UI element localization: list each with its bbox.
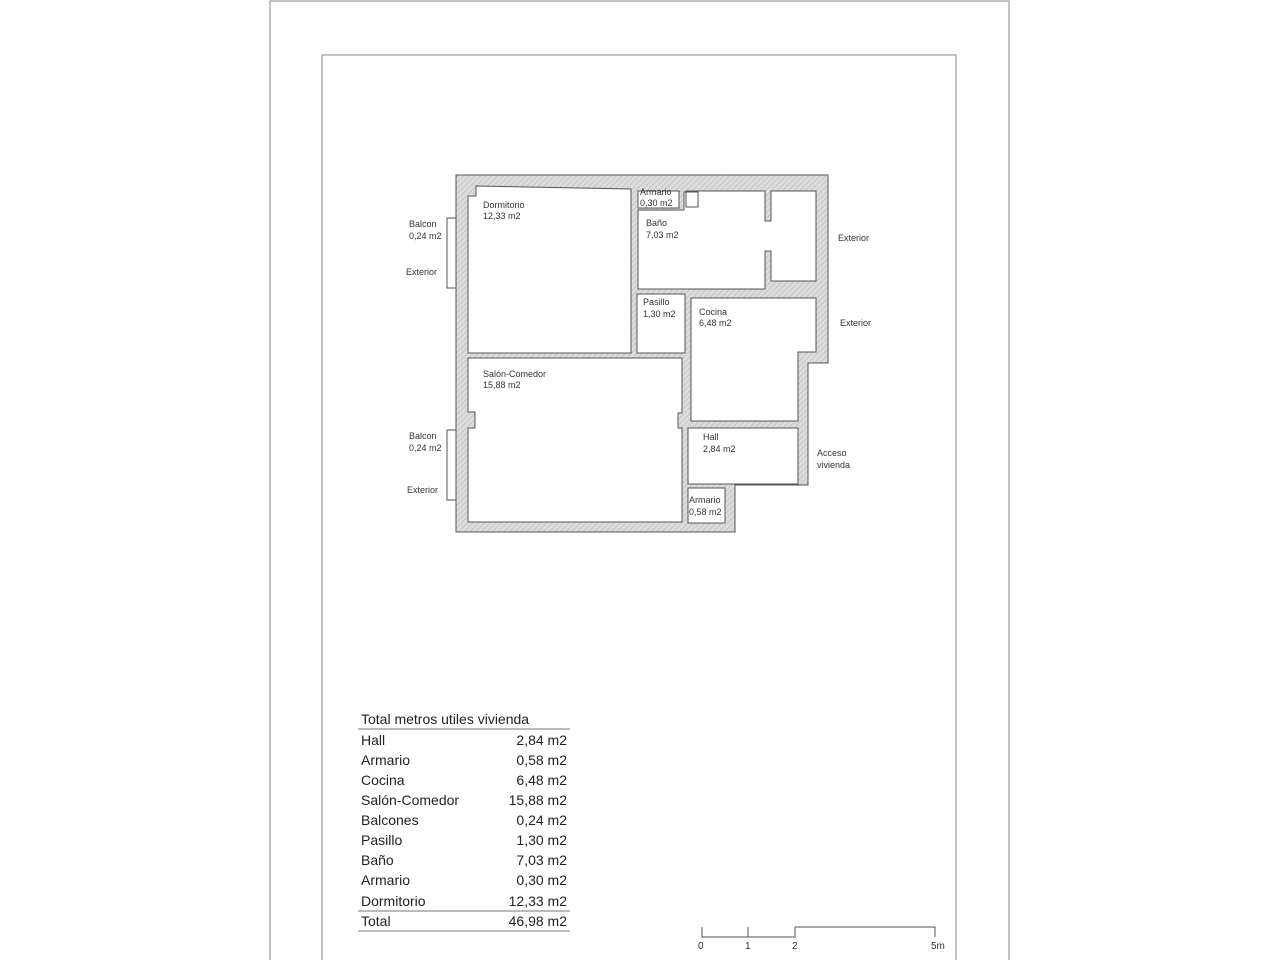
label-cocina-name: Cocina [699, 307, 728, 317]
summary-row-value: 0,58 m2 [516, 752, 567, 768]
label-bano-name: Baño [646, 218, 668, 228]
summary-row-name: Cocina [361, 772, 405, 788]
summary-total-value: 46,98 m2 [508, 913, 567, 929]
summary-row-value: 0,30 m2 [516, 872, 567, 888]
summary-row-name: Hall [361, 732, 386, 748]
balcony-top [447, 218, 456, 288]
label-exterior-left-bottom: Exterior [407, 485, 439, 495]
scale-bar-line [702, 927, 935, 937]
label-salon-area: 15,88 m2 [483, 380, 521, 390]
summary-row-name: Pasillo [361, 832, 403, 848]
summary-row-name: Dormitorio [361, 893, 426, 909]
scale-tick-1: 1 [745, 941, 751, 952]
label-hall-area: 2,84 m2 [703, 444, 736, 454]
summary-row-value: 0,24 m2 [516, 812, 567, 828]
label-dormitorio-name: Dormitorio [483, 200, 525, 210]
label-armario-top-area: 0,30 m2 [640, 198, 673, 208]
summary-row-name: Salón-Comedor [361, 792, 460, 808]
room-armario-bottom [688, 488, 725, 523]
label-cocina-area: 6,48 m2 [699, 318, 732, 328]
summary-row-value: 12,33 m2 [508, 893, 567, 909]
summary-row-value: 7,03 m2 [516, 852, 567, 868]
label-balcon-bottom-name: Balcon [409, 431, 437, 441]
area-summary-table [358, 711, 570, 931]
label-acceso-line2: vivienda [817, 460, 851, 470]
label-pasillo-area: 1,30 m2 [643, 309, 676, 319]
scale-tick-5m: 5m [931, 941, 945, 952]
summary-row-value: 1,30 m2 [516, 832, 567, 848]
scale-bar [702, 927, 935, 937]
summary-row-value: 6,48 m2 [516, 772, 567, 788]
scale-tick-2: 2 [792, 941, 798, 952]
summary-row-value: 15,88 m2 [508, 792, 567, 808]
label-exterior-right-middle: Exterior [840, 318, 872, 328]
label-armario-bottom-name: Armario [689, 495, 721, 505]
summary-row-name: Baño [361, 852, 394, 868]
label-salon-name: Salón-Comedor [483, 369, 547, 379]
summary-row-name: Balcones [361, 812, 419, 828]
label-balcon-top-name: Balcon [409, 219, 437, 229]
summary-row-name: Armario [361, 752, 411, 768]
label-exterior-right-top: Exterior [838, 233, 870, 243]
label-dormitorio-area: 12,33 m2 [483, 211, 521, 221]
summary-row-value: 2,84 m2 [516, 732, 567, 748]
summary-row-name: Armario [361, 872, 411, 888]
label-armario-top-name: Armario [640, 187, 672, 197]
label-acceso-line1: Acceso [817, 448, 847, 458]
label-balcon-top-area: 0,24 m2 [409, 231, 442, 241]
scale-tick-0: 0 [698, 941, 704, 952]
label-bano-area: 7,03 m2 [646, 230, 679, 240]
summary-title: Total metros utiles vivienda [361, 711, 530, 727]
summary-total-label: Total [361, 913, 391, 929]
label-balcon-bottom-area: 0,24 m2 [409, 443, 442, 453]
label-exterior-left-top: Exterior [406, 267, 438, 277]
label-hall-name: Hall [703, 432, 719, 442]
balcony-bottom [447, 430, 456, 500]
label-pasillo-name: Pasillo [643, 297, 670, 307]
label-armario-bottom-area: 0,58 m2 [689, 507, 722, 517]
